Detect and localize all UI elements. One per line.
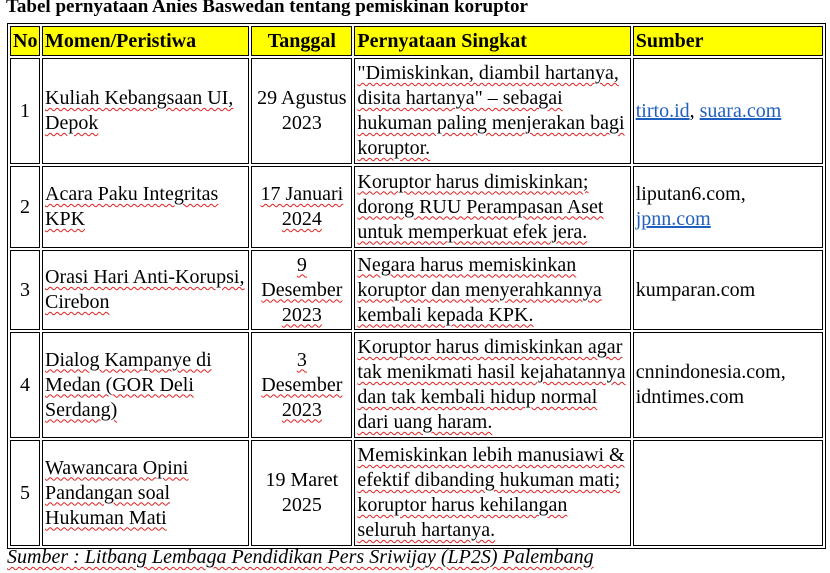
source-note: Sumber : Litbang Lembaga Pendidikan Pers Sriwijay (LP2S) Palembang — [7, 546, 594, 568]
row-momen: Kuliah Kebangsaan UI, Depok — [42, 58, 249, 164]
row-momen: Dialog Kampanye di Medan (GOR Deli Serdang) — [42, 332, 249, 438]
table-row — [10, 58, 823, 164]
row-pernyataan: Koruptor harus dimiskinkan; dorong RUU Perampasan Aset untuk memperkuat efek jera. — [354, 166, 630, 248]
source-link-jpnn[interactable]: jpnn.com — [635, 208, 711, 230]
row-sumber — [633, 440, 823, 546]
header-tanggal: Tanggal — [251, 26, 352, 56]
source-link-suara[interactable]: suara.com — [699, 99, 782, 122]
row-no: 1 — [10, 58, 40, 164]
row-sumber — [633, 166, 823, 248]
header-pernyataan: Pernyataan Singkat — [354, 26, 630, 56]
table-row — [10, 332, 823, 438]
row-sumber: tirto.id, suara.com — [633, 58, 823, 164]
source-text-liputan6: liputan6.com, — [635, 183, 746, 205]
table-row — [10, 166, 823, 248]
row-momen: Wawancara Opini Pandangan soal Hukuman Mati — [42, 440, 249, 546]
row-tanggal: 29 Agustus 2023 — [251, 58, 352, 164]
row-pernyataan: Memiskinkan lebih manusiawi & efektif dibanding hukuman mati; koruptor harus kehilangan seluruh hartanya. — [354, 440, 630, 546]
row-no: 3 — [10, 250, 40, 330]
table-row — [10, 440, 823, 546]
header-momen: Momen/Peristiwa — [42, 26, 249, 56]
row-pernyataan: Koruptor harus dimiskinkan agar tak menikmati hasil kejahatannya dan tak kembali hidup normal dari uang haram. — [354, 332, 630, 438]
row-momen: Acara Paku Integritas KPK — [42, 166, 249, 248]
header-row — [10, 26, 823, 56]
row-sumber: cnnindonesia.com, idntimes.com — [633, 332, 823, 438]
row-tanggal: 17 Januari 2024 — [251, 166, 352, 248]
row-momen: Orasi Hari Anti-Korupsi, Cirebon — [42, 250, 249, 330]
row-tanggal: 3 Desember 2023 — [251, 332, 352, 438]
header-no: No — [10, 26, 40, 56]
row-sumber: kumparan.com — [633, 250, 823, 330]
source-link-tirto[interactable]: tirto.id — [635, 99, 690, 122]
row-no: 5 — [10, 440, 40, 546]
row-pernyataan: Negara harus memiskinkan koruptor dan menyerahkannya kembali kepada KPK. — [354, 250, 630, 330]
table-row — [10, 250, 823, 330]
row-pernyataan: "Dimiskinkan, diambil hartanya, disita hartanya" – sebagai hukuman paling menjerakan bagi koruptor. — [354, 58, 630, 164]
row-tanggal: 19 Maret 2025 — [251, 440, 352, 546]
row-no: 2 — [10, 166, 40, 248]
row-tanggal: 9 Desember 2023 — [251, 250, 352, 330]
statements-table — [7, 23, 826, 549]
header-sumber: Sumber — [633, 26, 823, 56]
table-title: Tabel pernyataan Anies Baswedan tentang pemiskinan koruptor — [6, 0, 528, 17]
row-no: 4 — [10, 332, 40, 438]
